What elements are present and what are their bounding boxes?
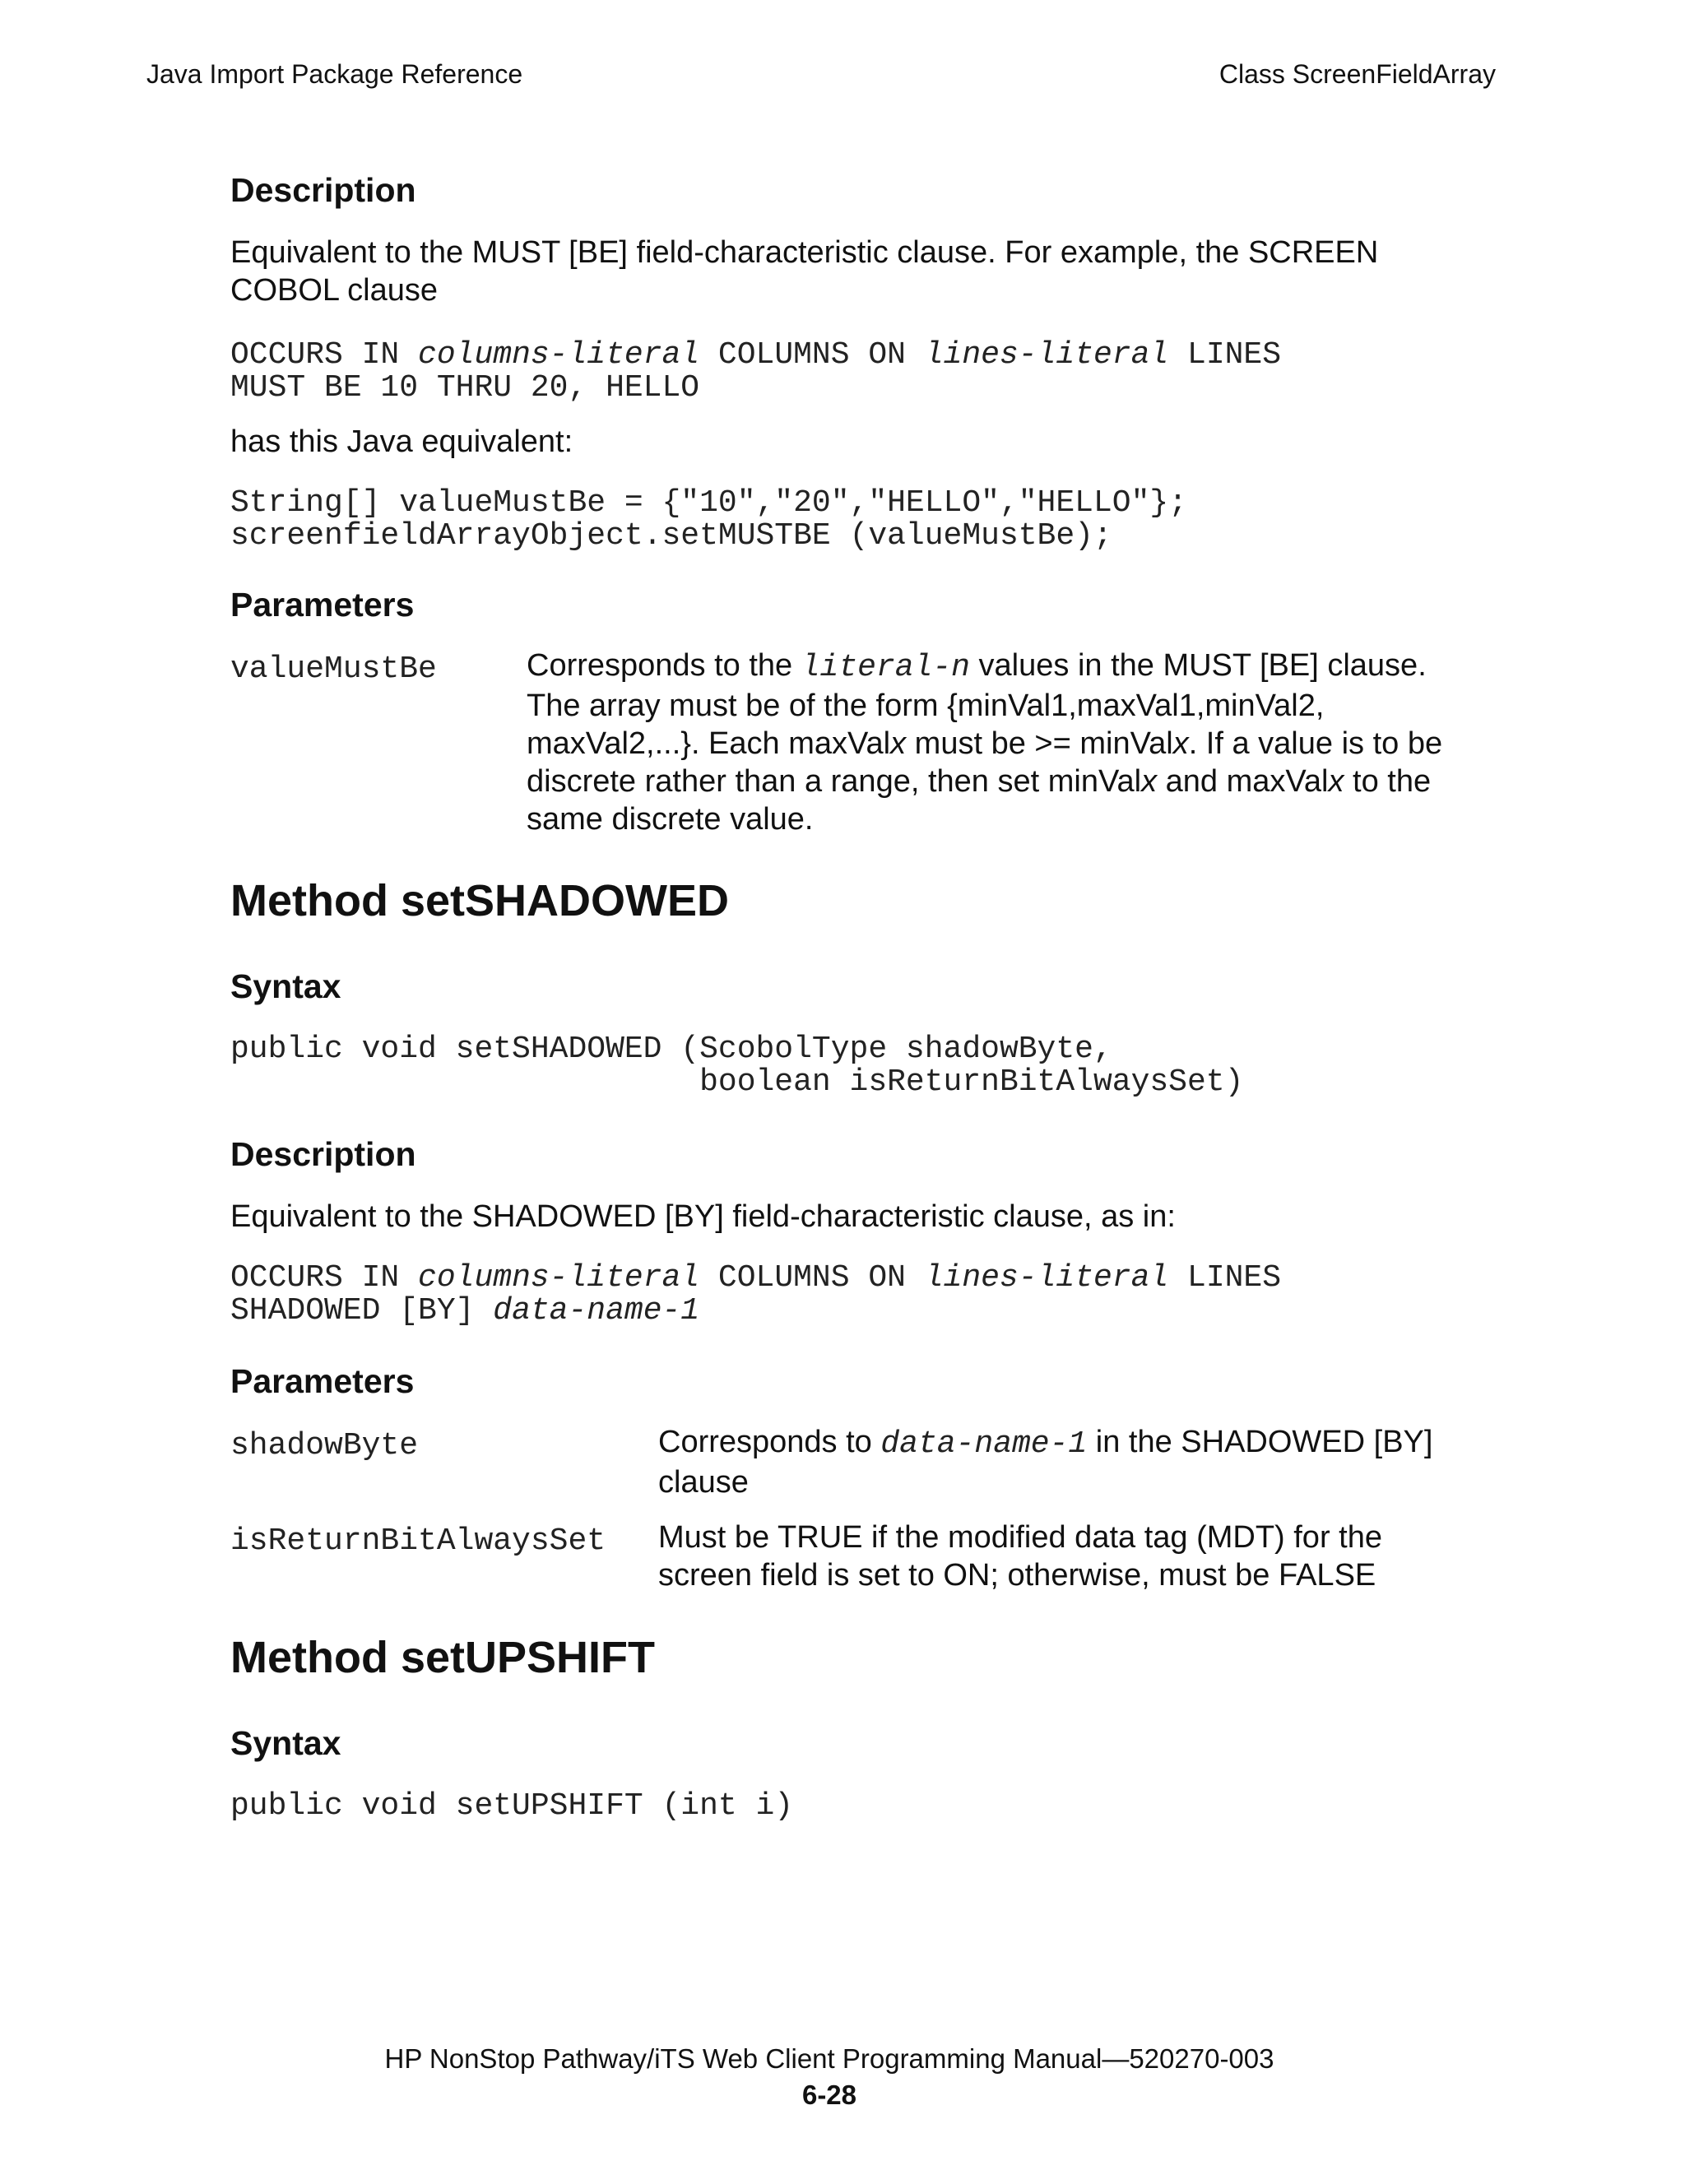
java-code-line-1: String[] valueMustBe = {"10","20","HELLO","HELLO"}; [230,485,1187,521]
method-title-setshadowed: Method setSHADOWED [230,876,729,925]
syntax-code-line-2: boolean isReturnBitAlwaysSet) [230,1064,1244,1100]
footer-title: HP NonStop Pathway/iTS Web Client Programming Manual—520270-003 [384,2043,1274,2074]
param-name-shadowbyte: shadowByte [230,1428,419,1463]
description-heading: Description [230,1135,416,1173]
param-desc-isreturnbitalwaysset: Must be TRUE if the modified data tag (MDT) for the screen field is set to ON; otherwise, must be FALSE [658,1520,1382,1593]
param-name-isreturnbitalwaysset: isReturnBitAlwaysSet [230,1523,606,1559]
parameters-heading: Parameters [230,586,415,624]
description-text: Equivalent to the MUST [BE] field-characteristic clause. For example, the SCREEN COBOL clause [230,235,1379,308]
param-desc-shadowbyte: Corresponds to data-name-1 in the SHADOWED [BY] clause [658,1425,1433,1500]
page-number: 6-28 [801,2080,857,2110]
parameters-heading: Parameters [230,1362,415,1400]
param-desc-valuemustbe: Corresponds to the literal-n values in the MUST [BE] clause. The array must be of the form {minVal1,maxVal1,minVal2, maxVal2,...}. Each maxValx must be >= minValx. If a value is to be discrete rather than a range, then set minValx and maxValx to the same discrete value. [527,648,1443,837]
cobol-code-line-2: SHADOWED [BY] data-name-1 [230,1293,700,1328]
description-heading: Description [230,171,416,209]
java-code-line-2: screenfieldArrayObject.setMUSTBE (valueMustBe); [230,518,1112,554]
description-text: Equivalent to the SHADOWED [BY] field-characteristic clause, as in: [230,1199,1176,1234]
cobol-code-line-1: OCCURS IN columns-literal COLUMNS ON lines-literal LINES [230,337,1282,373]
method-title-setupshift: Method setUPSHIFT [230,1633,656,1682]
syntax-code-line-1: public void setSHADOWED (ScobolType shadowByte, [230,1032,1112,1067]
param-name-valuemustbe: valueMustBe [230,651,437,687]
syntax-heading: Syntax [230,1724,341,1762]
cobol-code-line-1: OCCURS IN columns-literal COLUMNS ON lines-literal LINES [230,1260,1282,1296]
java-intro-text: has this Java equivalent: [230,424,573,459]
running-header-left: Java Import Package Reference [146,59,523,89]
syntax-heading: Syntax [230,967,341,1005]
syntax-code-line-1: public void setUPSHIFT (int i) [230,1788,794,1824]
running-header-right: Class ScreenFieldArray [1218,59,1496,89]
cobol-code-line-2: MUST BE 10 THRU 20, HELLO [230,370,700,406]
